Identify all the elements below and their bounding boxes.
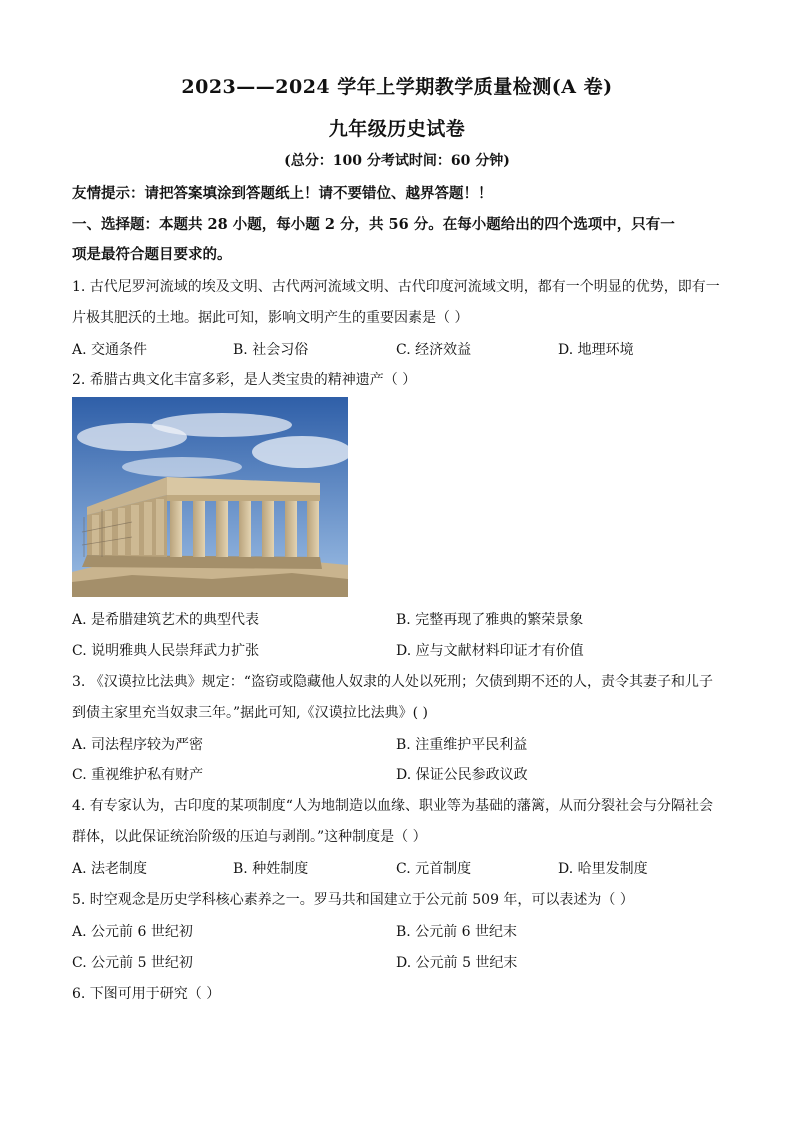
question-5-option-c[interactable]: C. 公元前 5 世纪初: [72, 955, 193, 971]
exam-info: (总分：100 分考试时间：60 分钟): [284, 153, 510, 169]
question-1-text-line2: 片极其肥沃的土地。据此可知，影响文明产生的重要因素是（ ）: [72, 310, 469, 326]
question-4-text-line1: 4. 有专家认为，古印度的某项制度“人为地制造以血缘、职业等为基础的藩篱，从而分裂社会与分隔社会: [72, 798, 713, 814]
question-2-option-d[interactable]: D. 应与文献材料印证才有价值: [396, 643, 584, 659]
question-4-option-a[interactable]: A. 法老制度: [72, 861, 148, 877]
question-2-option-a[interactable]: A. 是希腊建筑艺术的典型代表: [72, 612, 260, 628]
question-2-text: 2. 希腊古典文化丰富多彩，是人类宝贵的精神遗产（ ）: [72, 372, 417, 388]
question-4-text-line2: 群体，以此保证统治阶级的压迫与剥削。”这种制度是（ ）: [72, 829, 427, 845]
question-4-option-b[interactable]: B. 种姓制度: [233, 861, 309, 877]
section-heading-line1: 一、选择题：本题共 28 小题，每小题 2 分，共 56 分。在每小题给出的四个选项中，只有一: [72, 216, 675, 233]
question-4-option-d[interactable]: D. 哈里发制度: [558, 861, 648, 877]
question-3-option-b[interactable]: B. 注重维护平民利益: [396, 737, 528, 753]
question-1-option-b[interactable]: B. 社会习俗: [233, 342, 309, 358]
question-3-option-a[interactable]: A. 司法程序较为严密: [72, 737, 204, 753]
question-2-option-c[interactable]: C. 说明雅典人民崇拜武力扩张: [72, 643, 260, 659]
question-5-option-a[interactable]: A. 公元前 6 世纪初: [72, 924, 193, 940]
exam-title: 2023——2024 学年上学期教学质量检测(A 卷): [181, 76, 613, 98]
question-3-option-d[interactable]: D. 保证公民参政议政: [396, 767, 528, 783]
question-2-option-b[interactable]: B. 完整再现了雅典的繁荣景象: [396, 612, 584, 628]
question-3-option-c[interactable]: C. 重视维护私有财产: [72, 767, 204, 783]
question-5-option-b[interactable]: B. 公元前 6 世纪末: [396, 924, 517, 940]
question-1-option-c[interactable]: C. 经济效益: [396, 342, 472, 358]
question-6-text: 6. 下图可用于研究（ ）: [72, 986, 221, 1002]
parthenon-photo: [72, 397, 348, 597]
question-5-text: 5. 时空观念是历史学科核心素养之一。罗马共和国建立于公元前 509 年，可以表述为（ ）: [72, 892, 634, 908]
question-4-option-c[interactable]: C. 元首制度: [396, 861, 472, 877]
section-heading-line2: 项是最符合题目要求的。: [72, 246, 232, 263]
question-5-option-d[interactable]: D. 公元前 5 世纪末: [396, 955, 518, 971]
friendly-tip: 友情提示：请把答案填涂到答题纸上！请不要错位、越界答题！！: [72, 185, 493, 202]
question-3-text-line1: 3. 《汉谟拉比法典》规定：“盗窃或隐藏他人奴隶的人处以死刑；欠债到期不还的人，责令其妻子和儿子: [72, 674, 713, 690]
exam-subtitle: 九年级历史试卷: [328, 118, 466, 140]
question-1-option-d[interactable]: D. 地理环境: [558, 342, 634, 358]
question-1-text-line1: 1. 古代尼罗河流域的埃及文明、古代两河流域文明、古代印度河流域文明，都有一个明显的优势，即有一: [72, 279, 720, 295]
question-1-option-a[interactable]: A. 交通条件: [72, 342, 148, 358]
question-3-text-line2: 到债主家里充当奴隶三年。”据此可知,《汉谟拉比法典》( ): [72, 705, 428, 721]
